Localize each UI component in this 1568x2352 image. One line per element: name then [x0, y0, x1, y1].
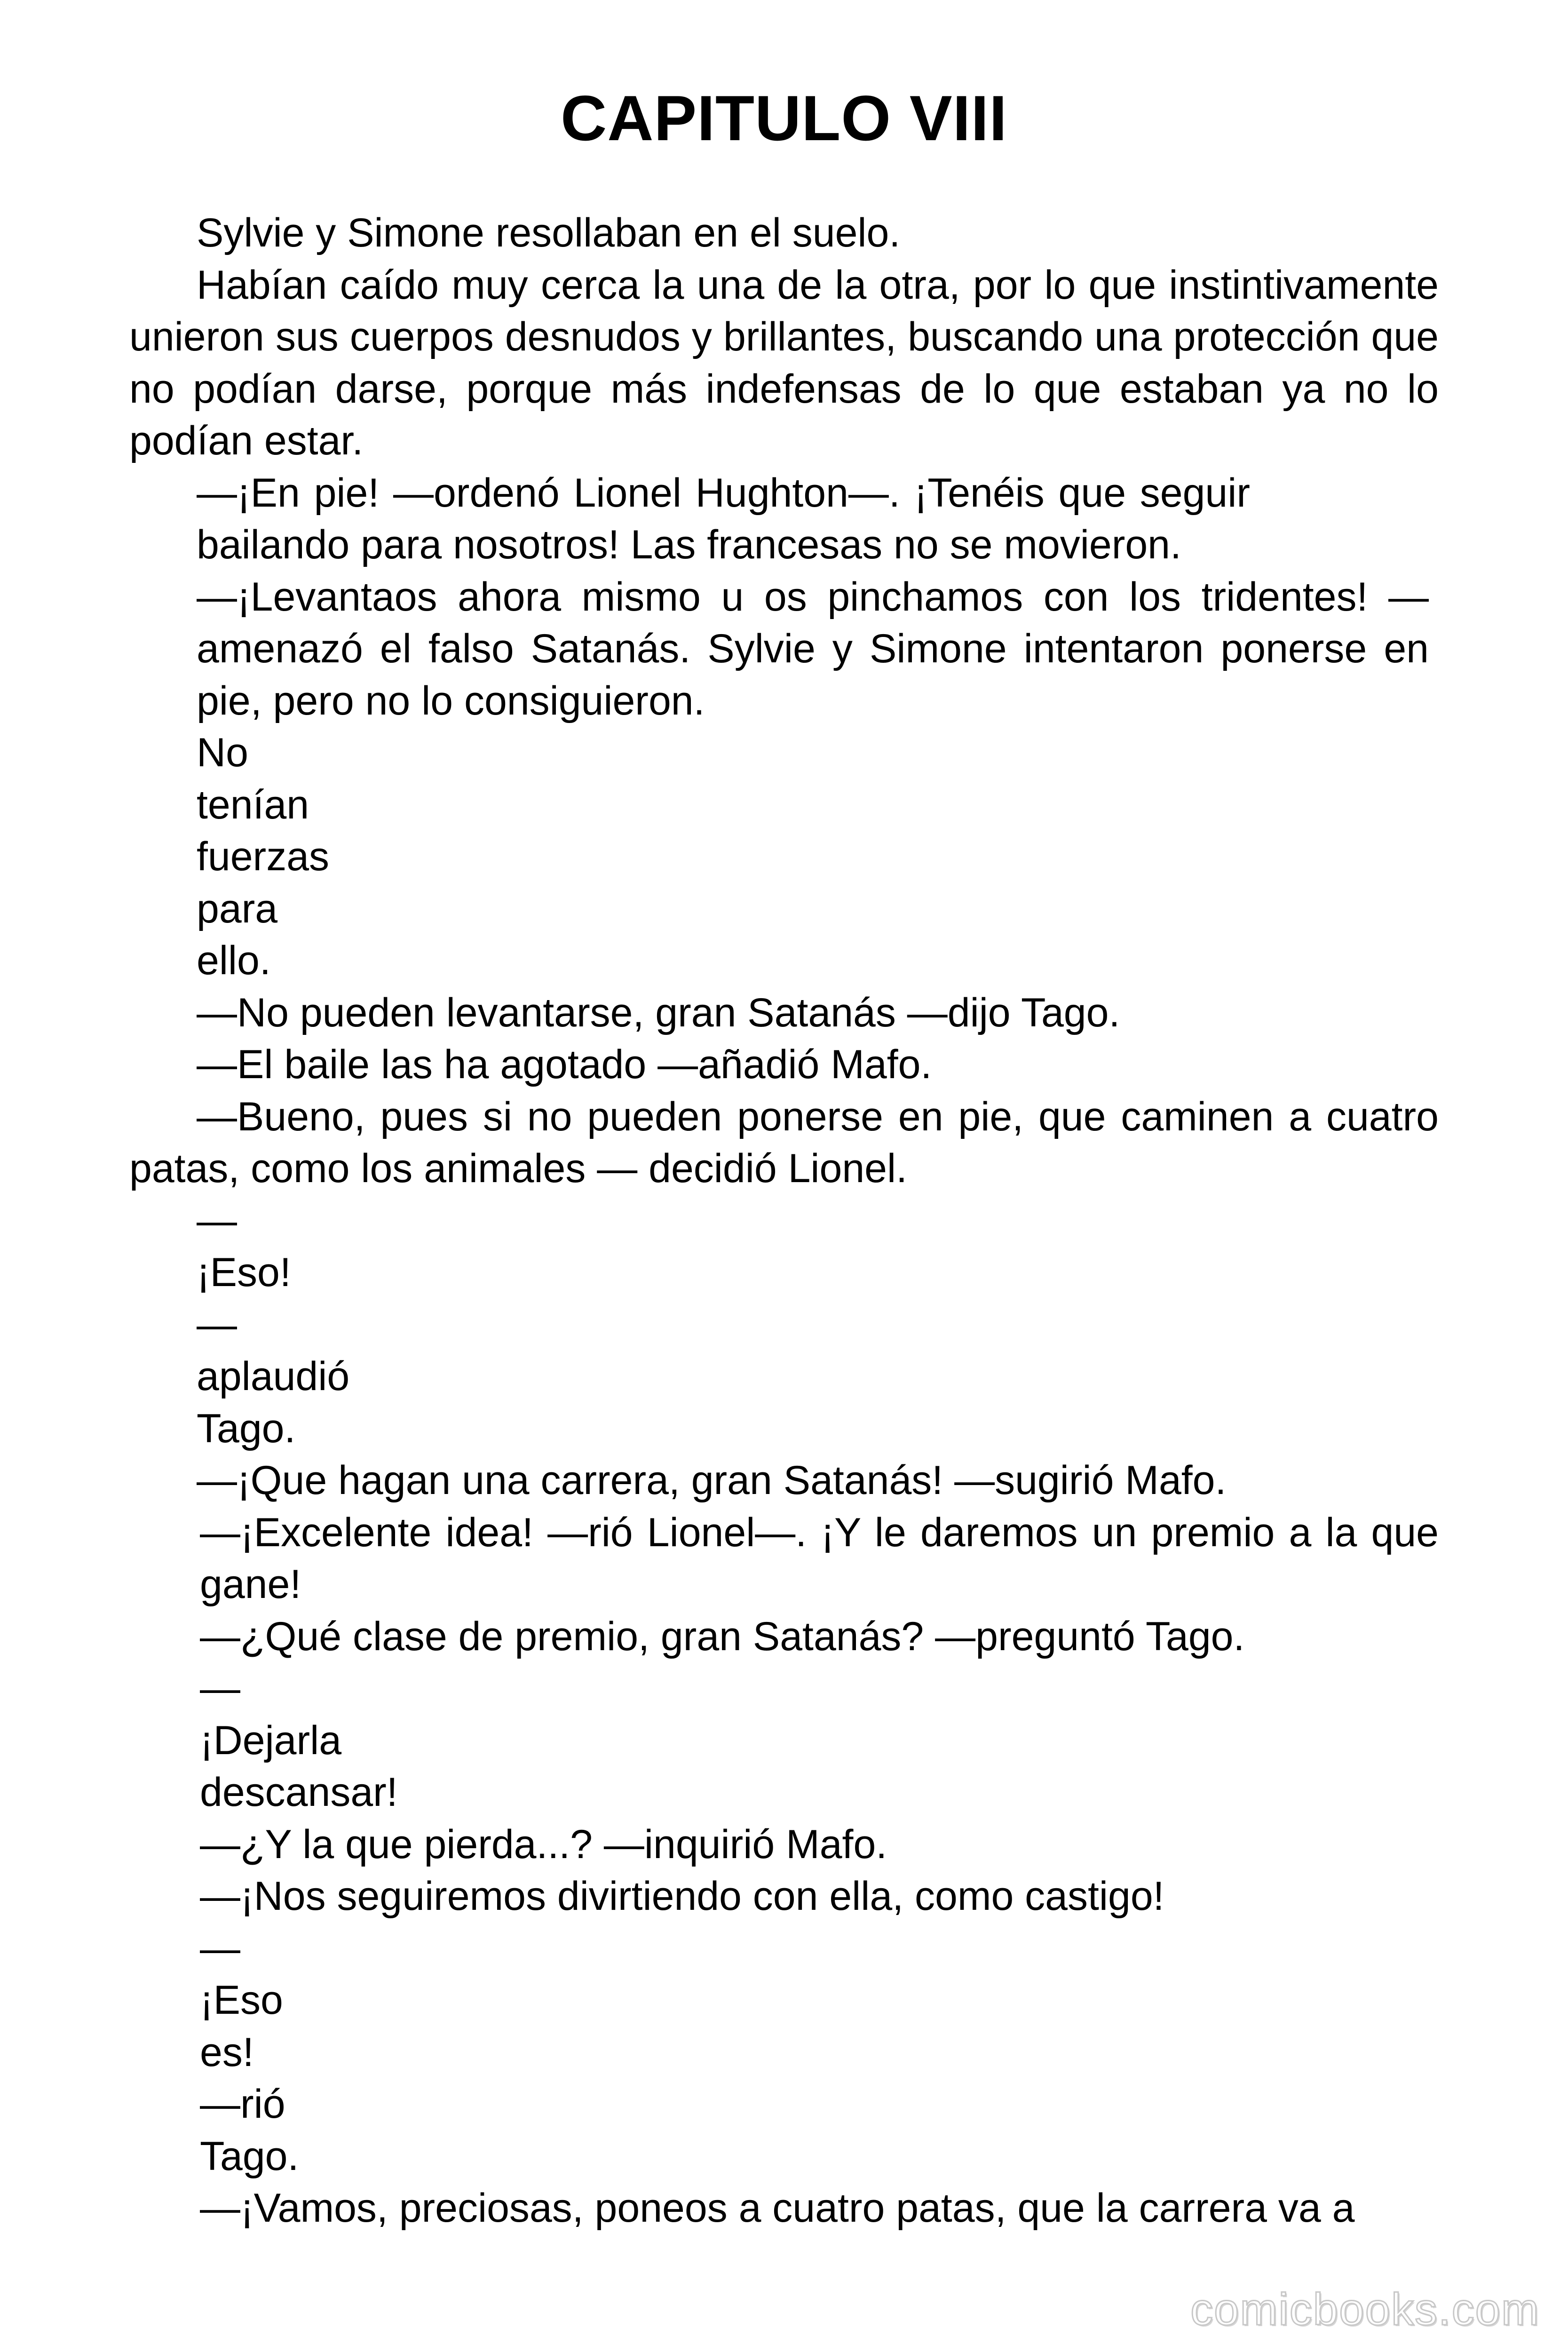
paragraph: ¡Eso	[200, 1978, 283, 2023]
paragraph: —¡Levantaos ahora mismo u os pinchamos con los tridentes! —amenazó el falso Satanás. Sylvie y Simone intentaron ponerse en pie, pero no lo consiguieron.	[197, 574, 1429, 723]
paragraph: —¿Y la que pierda...? —inquirió Mafo.	[200, 1821, 887, 1867]
paragraph: Tago.	[197, 1406, 296, 1451]
watermark: comicbooks.com	[1190, 2284, 1540, 2335]
paragraph: Sylvie y Simone resollaban en el suelo.	[197, 210, 901, 255]
paragraph: es!	[200, 2029, 254, 2075]
paragraph: —¿Qué clase de premio, gran Satanás? —preguntó Tago.	[200, 1613, 1245, 1659]
paragraph: —El baile las ha agotado —añadió Mafo.	[197, 1042, 932, 1087]
paragraph: —Bueno, pues si no pueden ponerse en pie, que caminen a cuatro patas, como los animales — decidió Lionel.	[129, 1094, 1439, 1191]
paragraph: —	[200, 1925, 240, 1971]
paragraph: —¡En pie! —ordenó Lionel Hughton—. ¡Tenéis que seguir bailando para nosotros! Las francesas no se movieron.	[197, 470, 1250, 567]
paragraph: tenían	[197, 782, 309, 827]
paragraph: —	[197, 1198, 237, 1243]
paragraph: No	[197, 730, 248, 775]
paragraph: —¡Vamos, preciosas, poneos a cuatro patas, que la carrera va a	[200, 2185, 1355, 2231]
paragraph: —¡Nos seguiremos divirtiendo con ella, como castigo!	[200, 1874, 1164, 1919]
paragraph: aplaudió	[197, 1354, 350, 1399]
paragraph: —rió	[200, 2082, 285, 2127]
chapter-body	[0, 207, 1568, 2234]
paragraph: ¡Dejarla	[200, 1717, 342, 1763]
paragraph: —¡Que hagan una carrera, gran Satanás! —sugirió Mafo.	[197, 1458, 1227, 1503]
paragraph: Habían caído muy cerca la una de la otra, por lo que instintivamente unieron sus cuerpos desnudos y brillantes, buscando una protección que no podían darse, porque más indefensas de lo que estaban ya no lo podían estar.	[129, 262, 1439, 463]
paragraph: ¡Eso!	[197, 1250, 291, 1295]
paragraph: fuerzas	[197, 834, 330, 879]
paragraph: —¡Excelente idea! —rió Lionel—. ¡Y le daremos un premio a la que gane!	[200, 1510, 1439, 1607]
paragraph: —	[200, 1666, 240, 1711]
paragraph: para	[197, 886, 278, 931]
chapter-title: CAPITULO VIII	[561, 82, 1007, 154]
paragraph: —	[197, 1302, 237, 1347]
paragraph: —No pueden levantarse, gran Satanás —dijo Tago.	[197, 990, 1120, 1035]
paragraph: Tago.	[200, 2133, 299, 2179]
paragraph: ello.	[197, 938, 271, 983]
paragraph: descansar!	[200, 1770, 398, 1815]
